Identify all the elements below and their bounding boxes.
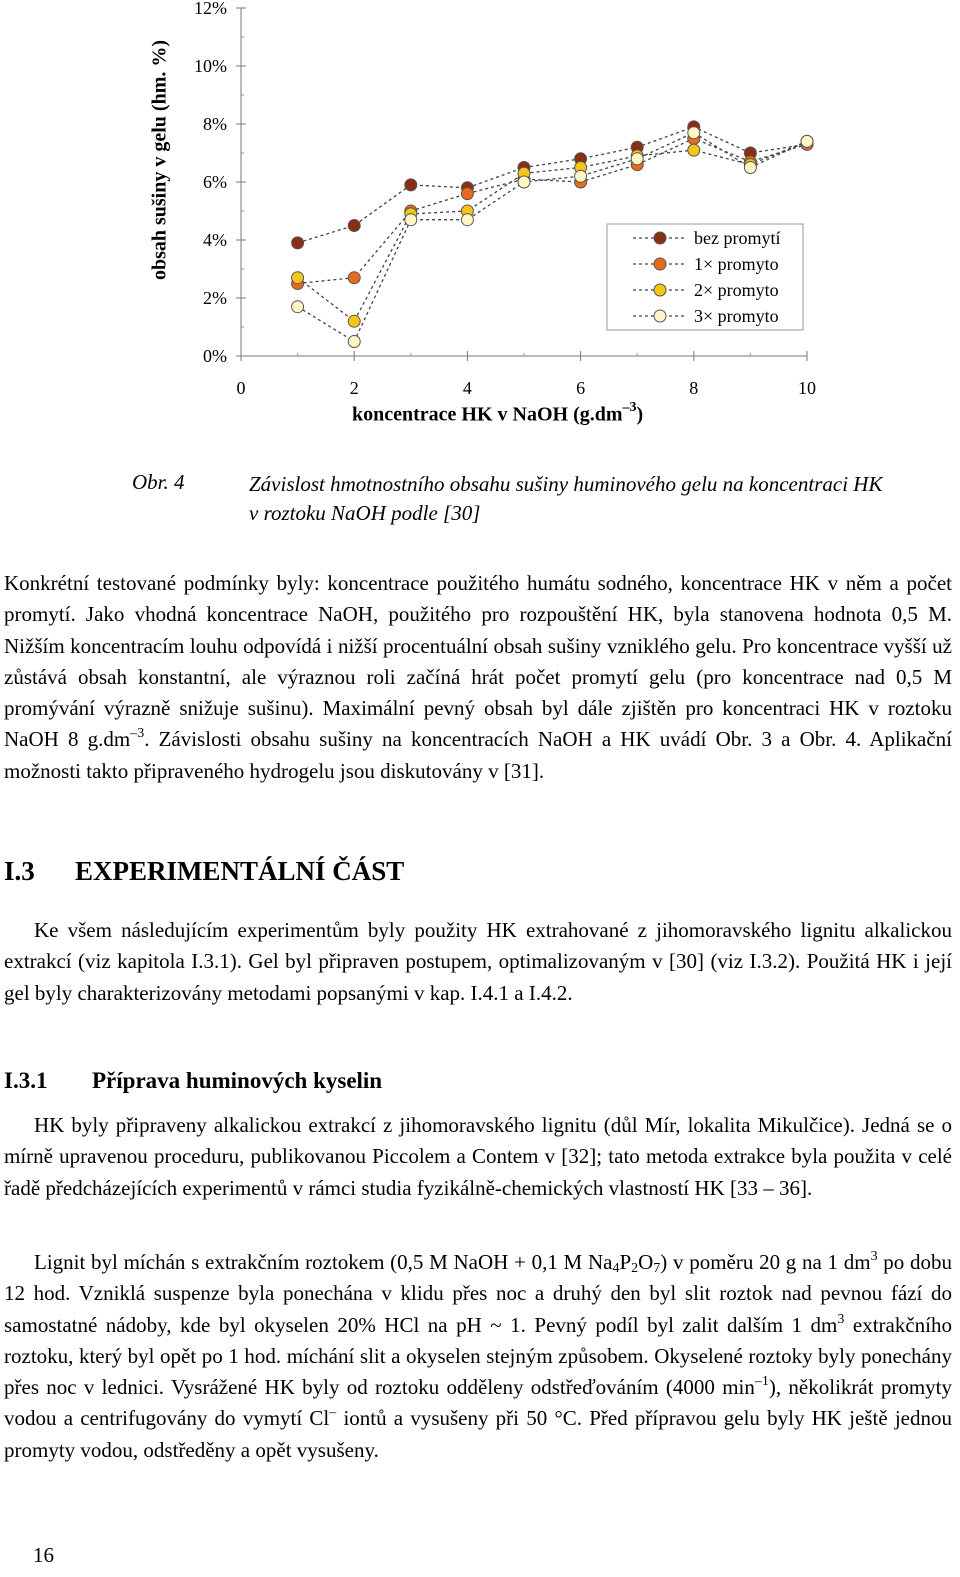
data-point [575, 170, 587, 182]
x-tick-label: 8 [689, 378, 699, 398]
legend-marker [654, 284, 666, 296]
data-point [801, 135, 813, 147]
y-tick-label: 6% [203, 172, 227, 192]
subsection-heading: I.3.1 Příprava huminových kyselin [4, 1068, 383, 1093]
y-axis-label: obsah sušiny v gelu (hm. %) [148, 39, 171, 281]
legend-marker [654, 258, 666, 270]
data-point [348, 315, 360, 327]
paragraph-3: HK byly připraveny alkalickou extrakcí z jihomoravského lignitu (důl Mír, lokalita Mikulčice). Jedná se o mírně upravenou proceduru, publikovanou Piccolem a Contem v [32]; tato metoda extrakce byla použita v celé řadě předcházejících experimentů v rámci studia fyzikálně-chemických vlastností HK [33 – 36]. [4, 1113, 952, 1200]
paragraph-1: Konkrétní testované podmínky byly: koncentrace použitého humátu sodného, koncentrace HK v něm a počet promytí. Jako vhodná koncentrace NaOH, použitého pro rozpouštění HK, byla stanovena hodnota 0,5 M. Nižším koncentracím louhu odpovídá i nižší procentuální obsah sušiny vzniklého gelu. Pro koncentrace vyšší už zůstává obsah konstantní, ale výraznou roli začíná hrát počet promytí gelu (pro koncentrace nad 0,5 M promývání výrazně snižuje sušinu). Maximální pevný obsah byl dále zjištěn pro koncentraci HK v roztoku NaOH 8 $g.dm^{-3}$. Závislosti obsahu sušiny na koncentracích NaOH a HK uvádí Obr. 3 a Obr. 4. Aplikační možnosti takto připraveného hydrogelu jsou diskutovány v [31]. [4, 571, 952, 783]
legend-marker [654, 232, 666, 244]
data-point [518, 176, 530, 188]
data-point [292, 301, 304, 313]
y-tick-label: 8% [203, 114, 227, 134]
data-point [688, 127, 700, 139]
legend-marker [654, 310, 666, 322]
y-tick-label: 10% [194, 56, 227, 76]
data-point [461, 214, 473, 226]
data-point [461, 188, 473, 200]
figure-number: Obr. 4 [132, 470, 185, 494]
chart-svg [0, 0, 960, 440]
data-point [631, 153, 643, 165]
figure-chart [0, 0, 960, 440]
paragraph-2: Ke všem následujícím experimentům byly použity HK extrahované z jihomoravského lignitu alkalickou extrakcí (viz kapitola I.3.1). Gel byl připraven postupem, optimalizovaným v [30] (viz I.3.2). Použitá HK i její gel byly charakterizovány metodami popsanými v kap. I.4.1 a I.4.2. [4, 918, 952, 1005]
x-tick-label: 4 [462, 378, 472, 398]
y-tick-label: 4% [203, 230, 227, 250]
legend-entry: 3× promyto [694, 306, 779, 326]
x-axis-label: koncentrace HK v NaOH $(g.dm^{-3})$ [352, 400, 644, 426]
data-point [292, 272, 304, 284]
data-point [348, 220, 360, 232]
section-heading: I.3 EXPERIMENTÁLNÍ ČÁST [4, 856, 405, 886]
figure-caption: Závislost hmotnostního obsahu sušiny huminového gelu na koncentraci HK v roztoku NaOH podle [30] [249, 472, 883, 525]
data-point [688, 144, 700, 156]
data-point [348, 272, 360, 284]
data-point [348, 336, 360, 348]
x-tick-label: 2 [349, 378, 359, 398]
data-point [744, 162, 756, 174]
legend-entry: 2× promyto [694, 280, 779, 300]
x-tick-label: 10 [798, 378, 816, 398]
x-tick-label: 0 [236, 378, 246, 398]
y-tick-label: 12% [194, 0, 227, 18]
legend-entry: bez promytí [694, 228, 781, 248]
paragraph-4: Lignit byl míchán s extrakčním roztokem (0,5 M NaOH + 0,1 M $Na_4P_2O_7$) v poměru 20 g na 1 $dm^3$ po dobu 12 hod. Vzniklá suspenze byla ponechána v klidu přes noc a druhý den byl slit roztok nad pevnou fází do samostatné nádoby, kde byl okyselen 20% HCl na pH ~ 1. Pevný podíl byl zalit dalším 1 $dm^3$ extrakčního roztoku, který byl opět po 1 hod. míchání slit a okyselen stejným způsobem. Okyselené roztoky byly ponechány přes noc v lednici. Vysrážené HK byly od roztoku odděleny odstřeďováním (4000 $\min^{-1}$), několikrát promyty vodou a centrifugovány do vymytí Cl– iontů a vysušeny při 50 °C. Před přípravou gelu byly HK ještě jednou promyty vodou, odstředěny a opět vysušeny. [4, 1249, 953, 1462]
x-tick-label: 6 [576, 378, 586, 398]
data-point [292, 237, 304, 249]
page-number: 16 [33, 1543, 54, 1567]
y-tick-label: 0% [203, 346, 227, 366]
data-point [405, 179, 417, 191]
data-point [405, 214, 417, 226]
y-tick-label: 2% [203, 288, 227, 308]
legend-entry: 1× promyto [694, 254, 779, 274]
